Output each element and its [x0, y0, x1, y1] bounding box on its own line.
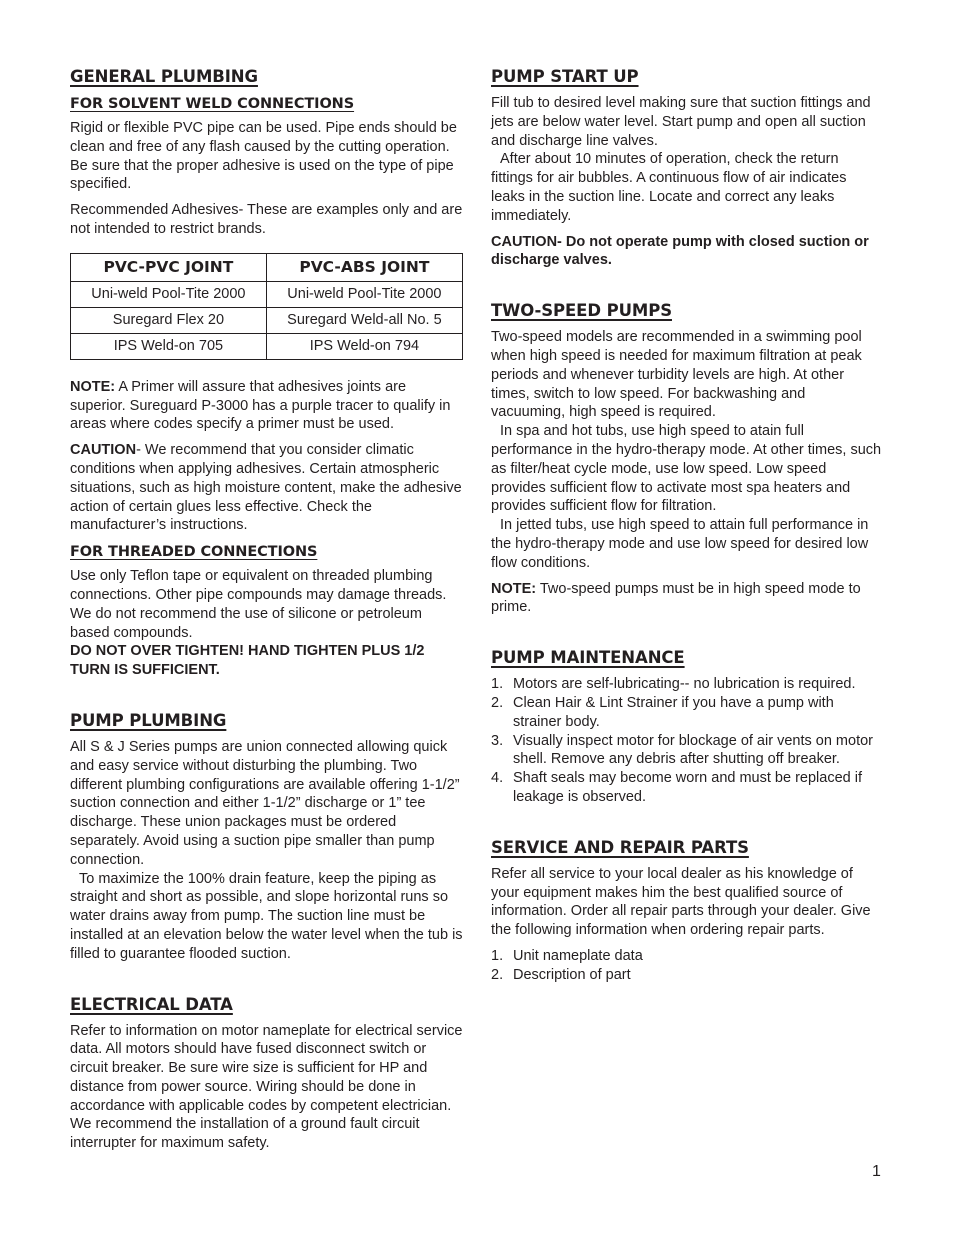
electrical-heading: ELECTRICAL DATA [70, 994, 233, 1014]
two-speed-paragraph: Two-speed models are recommended in a swimming pool when high speed is needed for maximum filtration at peak periods and whenever turbidity levels are high. At other times, switch to low speed. For backwashing and vacuuming, high speed is required. [491, 329, 862, 421]
valves-caution: CAUTION- Do not operate pump with closed suction or discharge valves. [491, 233, 869, 269]
list-number: 2. [491, 694, 504, 711]
section-spacer [70, 964, 464, 994]
two-speed-heading: TWO-SPEED PUMPS [491, 301, 672, 321]
service-paragraph: Refer all service to your local dealer as his knowledge of your equipment makes him the best qualified source of information. Order all repair parts through your dealer. Give the following information when ordering repair parts. [491, 865, 871, 939]
threaded-subheading: FOR THREADED CONNECTIONS [70, 544, 318, 561]
table-cell: Uni-weld Pool-Tite 2000 [71, 281, 267, 307]
spa-paragraph: In spa and hot tubs, use high speed to atain full performance in the hydro-therapy mode. At other times, such as filter/heat cycle mode, use low speed. Low speed provides sufficient flow to activate most spa heaters and provides sufficient flow for filtration. [491, 423, 882, 515]
adhesives-paragraph: Recommended Adhesives- These are examples only and are not intended to restrict brands. [70, 202, 463, 237]
list-number: 4. [491, 770, 504, 787]
note-text: A Primer will assure that adhesives joints are superior. Sureguard P-3000 has a purple tracer to qualify in areas where codes specify a primer must be used. [70, 378, 451, 433]
threaded-paragraph: Use only Teflon tape or equivalent on threaded plumbing connections. Other pipe compounds may damage threads. We do not recommend the use of silicone or petroleum based compounds. [70, 568, 447, 641]
note-label: NOTE: [70, 378, 116, 395]
list-item [491, 769, 883, 807]
table-row [71, 307, 463, 333]
general-plumbing-heading: GENERAL PLUMBING [70, 67, 258, 86]
list-item [491, 675, 883, 694]
table-cell: Uni-weld Pool-Tite 2000 [266, 281, 462, 307]
jetted-tubs-paragraph: In jetted tubs, use high speed to attain full performance in the hydro-therapy mode and use low speed for desired low flow conditions. [491, 517, 869, 571]
list-number: 3. [491, 732, 504, 749]
list-item [491, 732, 883, 770]
caution-label: CAUTION [70, 442, 137, 459]
list-text: Clean Hair & Lint Strainer if you have a pump with strainer body. [513, 694, 834, 730]
table-header: PVC-PVC JOINT [71, 253, 267, 281]
list-text: Motors are self-lubricating-- no lubrication is required. [513, 676, 856, 693]
table-header-row [71, 253, 463, 281]
table-header: PVC-ABS JOINT [266, 253, 462, 281]
service-heading: SERVICE AND REPAIR PARTS [491, 837, 749, 857]
solvent-weld-paragraph: Rigid or flexible PVC pipe can be used. Pipe ends should be clean and free of any flash caused by the cutting operation. Be sure that the proper adhesive is used on the type of pipe specified. [70, 120, 457, 193]
section-spacer [491, 270, 883, 300]
list-text: Visually inspect motor for blockage of air vents on motor shell. Remove any debris after shutting off breaker. [513, 732, 873, 768]
table-row [71, 281, 463, 307]
list-number: 1. [491, 947, 504, 964]
table-cell: Suregard Weld-all No. 5 [266, 307, 462, 333]
pump-plumbing-heading: PUMP PLUMBING [70, 710, 227, 730]
pump-plumbing-paragraph: All S & J Series pumps are union connected allowing quick and easy service without disturbing the plumbing. Two different plumbing configurations are available offering 1-1/2” suction connection and either 1-1/2” discharge or 1” tee discharge. These union packages must be ordered separately. Avoid using a suction pipe smaller than pump connection. [70, 738, 460, 868]
two-speed-note [491, 580, 883, 618]
list-item [491, 694, 883, 732]
list-item [491, 947, 883, 966]
left-column [70, 66, 464, 1153]
tighten-warning: DO NOT OVER TIGHTEN! HAND TIGHTEN PLUS 1/2 TURN IS SUFFICIENT. [70, 643, 425, 679]
table-cell: IPS Weld-on 705 [71, 333, 267, 359]
table-row [71, 333, 463, 359]
pump-start-up-heading: PUMP START UP [491, 67, 639, 86]
page-number: 1 [872, 1163, 881, 1180]
list-number: 1. [491, 676, 504, 693]
list-item [491, 966, 883, 985]
note-label: NOTE: [491, 580, 537, 597]
table-cell: Suregard Flex 20 [71, 307, 267, 333]
list-text: Shaft seals may become worn and must be replaced if leakage is observed. [513, 770, 862, 805]
list-text: Unit nameplate data [513, 947, 643, 964]
drain-feature-paragraph: To maximize the 100% drain feature, keep the piping as straight and short as possible, and slope horizontal runs so water drains away from pump. The suction line must be installed at an elevation below the water level when the tub is filled to guarantee flooded suction. [70, 870, 463, 962]
section-spacer [70, 680, 464, 710]
electrical-paragraph: Refer to information on motor nameplate for electrical service data. All motors should have fused disconnect switch or circuit breaker. Be sure wire size is sufficient for HP and distance from power source. Wiring should be done in accordance with applicable codes by competent electrician. We recommend the installation of a ground fault circuit interrupter for maximum safety. [70, 1022, 463, 1152]
primer-note [70, 378, 464, 434]
pump-maintenance-heading: PUMP MAINTENANCE [491, 648, 685, 668]
note-text: Two-speed pumps must be in high speed mode to prime. [491, 580, 861, 616]
list-number: 2. [491, 966, 504, 983]
section-spacer [491, 807, 883, 837]
caution-text: - We recommend that you consider climatic conditions when applying adhesives. Certain atmospheric situations, such as high moisture content, make the adhesive action of certain glues less effective. Check the manufacturer’s instructions. [70, 442, 462, 534]
section-spacer [491, 617, 883, 647]
list-text: Description of part [513, 966, 631, 983]
start-up-paragraph: Fill tub to desired level making sure that suction fittings and jets are below water level. Start pump and open all suction and discharge line valves. [491, 95, 871, 149]
climate-caution [70, 441, 464, 535]
solvent-weld-subheading: FOR SOLVENT WELD CONNECTIONS [70, 96, 355, 112]
air-bubbles-paragraph: After about 10 minutes of operation, check the return fittings for air bubbles. A continuous flow of air indicates leaks in the suction line. Locate and correct any leaks immediately. [491, 151, 847, 224]
right-column [491, 66, 883, 984]
service-list [491, 947, 883, 985]
adhesive-table [70, 253, 463, 360]
table-cell: IPS Weld-on 794 [266, 333, 462, 359]
maintenance-list [491, 675, 883, 807]
